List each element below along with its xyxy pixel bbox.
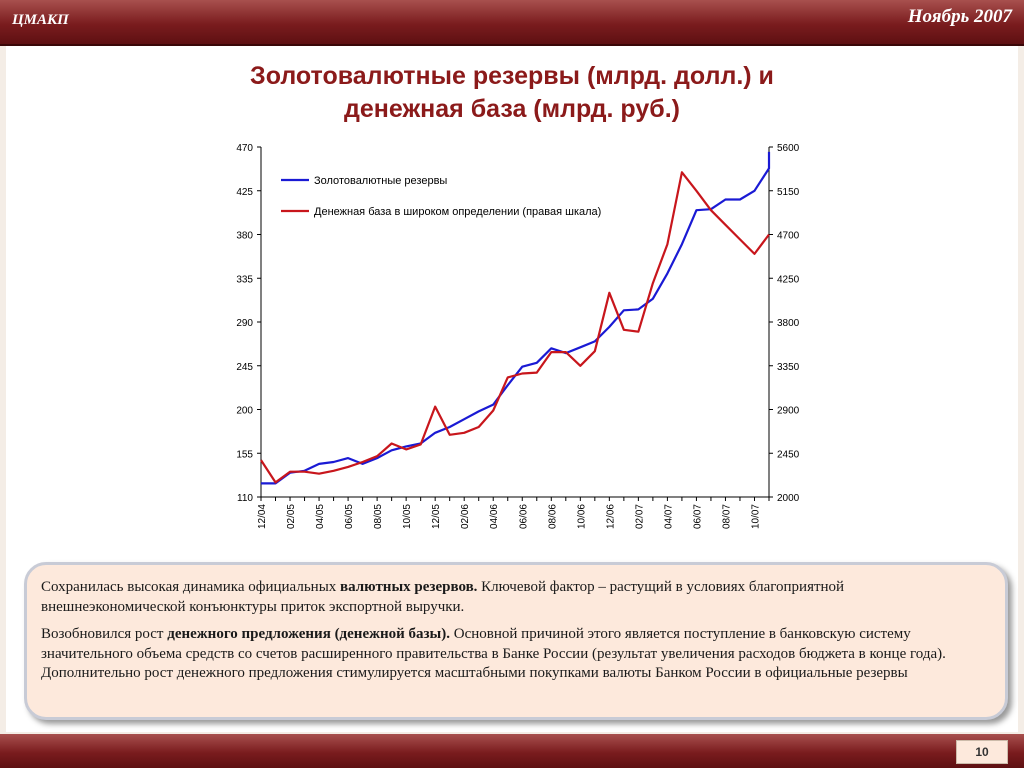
commentary-paragraph-1: Сохранилась высокая динамика официальных валютных резервов. Ключевой фактор – растущий в условиях благоприятной внешнеэкономической конъюнктуры приток экспортной выручки. xyxy=(41,579,845,615)
x-tick-label: 02/07 xyxy=(634,504,646,530)
title-line-1: Золотовалютные резервы (млрд. долл.) и xyxy=(250,62,774,90)
x-tick-label: 08/07 xyxy=(721,504,733,530)
page-number: 10 xyxy=(956,740,1008,764)
org-name: ЦМАКП xyxy=(12,12,69,28)
right-tick-label: 3800 xyxy=(777,318,800,329)
legend-label-money-base: Денежная база в широком определении (правая шкала) xyxy=(314,206,602,218)
commentary-box xyxy=(24,562,1008,720)
x-tick-label: 06/05 xyxy=(344,504,356,530)
title-line-2: денежная база (млрд. руб.) xyxy=(344,95,680,123)
left-tick-label: 380 xyxy=(236,230,253,242)
x-tick-label: 12/04 xyxy=(257,504,268,530)
right-tick-label: 5150 xyxy=(777,186,800,198)
right-tick-label: 4700 xyxy=(777,230,800,242)
left-tick-label: 245 xyxy=(236,361,253,373)
reserves-series-line xyxy=(261,152,769,484)
left-tick-label: 290 xyxy=(236,318,253,329)
x-tick-label: 06/07 xyxy=(692,504,704,530)
x-tick-label: 04/06 xyxy=(489,504,501,530)
x-tick-label: 12/06 xyxy=(605,504,617,530)
left-tick-label: 335 xyxy=(236,274,253,286)
left-tick-label: 200 xyxy=(236,405,253,417)
right-tick-label: 2000 xyxy=(777,493,800,504)
x-tick-label: 10/06 xyxy=(576,504,588,530)
x-tick-label: 10/05 xyxy=(402,504,414,530)
x-tick-label: 08/06 xyxy=(547,504,559,530)
right-tick-label: 3350 xyxy=(777,361,800,373)
slide-date: Ноябрь 2007 xyxy=(907,6,1012,27)
x-tick-label: 10/07 xyxy=(750,504,762,530)
commentary-paragraph-2: Возобновился рост денежного предложения (денежной базы). Основной причиной этого является поступление в банковскую систему значительного объема средств со счетов расширенного правительства в Банке России (результат увеличения расходов бюджета в конце года). Дополнительно рост денежного предложения стимулируется масштабными покупками валюты Банком России в официальные резервы xyxy=(41,626,946,681)
legend-label-reserves: Золотовалютные резервы xyxy=(314,175,448,187)
x-tick-label: 02/05 xyxy=(286,504,298,530)
left-tick-label: 110 xyxy=(237,493,253,504)
x-tick-label: 02/06 xyxy=(460,504,472,530)
right-tick-label: 2450 xyxy=(777,449,800,461)
left-tick-label: 155 xyxy=(236,449,253,461)
left-tick-label: 425 xyxy=(236,186,253,198)
money-base-highlight: денежного предложения (денежной базы). xyxy=(167,626,451,642)
right-tick-label: 4250 xyxy=(777,274,800,286)
x-tick-label: 06/06 xyxy=(518,504,530,530)
right-tick-label: 5600 xyxy=(777,143,800,154)
right-tick-label: 2900 xyxy=(777,405,800,417)
x-tick-label: 08/05 xyxy=(373,504,385,530)
left-tick-label: 470 xyxy=(236,143,253,154)
reserves-highlight: валютных резервов. xyxy=(340,579,478,595)
x-tick-label: 12/05 xyxy=(431,504,443,530)
footer-bar xyxy=(0,734,1024,768)
x-tick-label: 04/05 xyxy=(315,504,327,530)
x-tick-label: 04/07 xyxy=(663,504,675,530)
